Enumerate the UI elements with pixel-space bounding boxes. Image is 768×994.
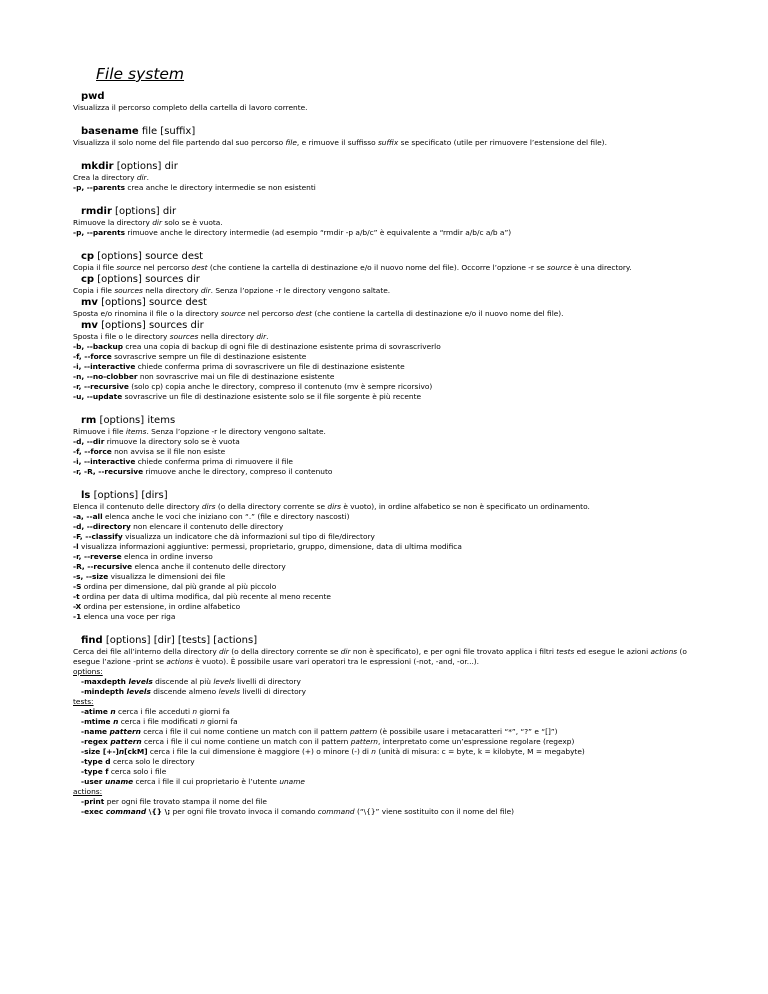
text-segment: n xyxy=(371,747,376,756)
text-segment: nel percorso xyxy=(141,263,192,272)
text-segment: elenca anche le voci che iniziano con “.” (file e directory nascosti) xyxy=(102,512,350,521)
option-flag: -d, --dir xyxy=(73,437,105,446)
option-flag: levels xyxy=(126,687,151,696)
command-name: ls xyxy=(81,490,91,501)
text-segment: (o della directory corrente se xyxy=(228,647,341,656)
command-section xyxy=(73,489,713,622)
description-line xyxy=(73,542,713,552)
description-line xyxy=(73,392,713,402)
text-segment: è una directory. xyxy=(571,263,632,272)
text-segment: . xyxy=(146,173,149,182)
text-segment: . Senza l’opzione -r le directory vengono saltate. xyxy=(210,286,391,295)
option-flag: -regex xyxy=(81,737,111,746)
command-name: pwd xyxy=(81,91,105,102)
option-flag: uname xyxy=(104,777,134,786)
text-segment: livelli di directory xyxy=(234,677,301,686)
text-segment: cerca i file il cui nome contiene un match con il pattern xyxy=(141,737,351,746)
description-line xyxy=(73,602,713,612)
text-segment: actions xyxy=(650,647,678,656)
description-line xyxy=(73,512,713,522)
option-flag: -exec xyxy=(81,807,106,816)
command-section xyxy=(73,90,713,113)
text-segment: command xyxy=(317,807,355,816)
option-flag: -maxdepth xyxy=(81,677,129,686)
description-line xyxy=(73,747,713,757)
text-segment: è vuoto), in ordine alfabetico se non è specificato un ordinamento. xyxy=(341,502,590,511)
description-line xyxy=(73,342,713,352)
text-segment: file xyxy=(285,138,297,147)
command-args: [options] dir xyxy=(111,206,177,217)
text-segment: uname xyxy=(279,777,305,786)
text-segment: dirs xyxy=(201,502,216,511)
text-segment: rimuove anche le directory, compreso il contenuto xyxy=(143,467,333,476)
command-args: [options] sources dir xyxy=(94,274,200,285)
option-flag: -name xyxy=(81,727,110,736)
description-line xyxy=(73,502,713,512)
description-line xyxy=(73,183,713,193)
text-segment: actions xyxy=(166,657,193,666)
text-segment: per ogni file trovato invoca il comando xyxy=(170,807,318,816)
option-flag: -n, --no-clobber xyxy=(73,372,138,381)
command-heading xyxy=(81,160,713,173)
description-line xyxy=(73,562,713,572)
command-sections xyxy=(73,90,713,817)
text-segment: non avvisa se il file non esiste xyxy=(111,447,226,456)
option-flag: -i, --interactive xyxy=(73,362,136,371)
option-flag: -1 xyxy=(73,612,82,621)
text-segment: (che contiene la cartella di destinazione e/o il nuovo nome del file). Occorre l’opzione -r se xyxy=(207,263,548,272)
text-segment: Copia il file xyxy=(73,263,117,272)
text-segment: Visualizza il solo nome del file partendo dal suo percorso xyxy=(73,138,286,147)
text-segment: dirs xyxy=(327,502,342,511)
text-segment: sources xyxy=(169,332,199,341)
option-flag: -print xyxy=(81,797,105,806)
text-segment: chiede conferma prima di rimuovere il file xyxy=(135,457,293,466)
text-segment: cerca i file modificati xyxy=(118,717,201,726)
text-segment: elenca anche il contenuto delle directory xyxy=(132,562,286,571)
command-args: [options] items xyxy=(96,415,176,426)
description-line xyxy=(73,437,713,447)
text-segment: rimuove la directory solo se è vuota xyxy=(104,437,240,446)
option-flag: n xyxy=(110,707,116,716)
description-line xyxy=(73,263,713,273)
command-name: mv xyxy=(81,297,98,308)
description-line xyxy=(73,228,713,238)
option-flag: -type f xyxy=(81,767,109,776)
description-line xyxy=(73,737,713,747)
command-section xyxy=(73,273,713,296)
text-segment: (unità di misura: c = byte, k = kilobyte, M = megabyte) xyxy=(375,747,585,756)
description-line xyxy=(73,218,713,228)
description-line xyxy=(73,552,713,562)
description-line xyxy=(73,173,713,183)
text-segment: , e rimuove il suffisso xyxy=(296,138,378,147)
command-args: [options] source dest xyxy=(94,251,204,262)
command-heading xyxy=(81,125,713,138)
description-line xyxy=(73,372,713,382)
text-segment: . Senza l’opzione -r le directory vengono saltate. xyxy=(146,427,326,436)
command-name: cp xyxy=(81,274,95,285)
command-args: [options] sources dir xyxy=(97,320,204,331)
text-segment: dest xyxy=(191,263,208,272)
text-segment: source xyxy=(547,263,572,272)
command-name: rmdir xyxy=(81,206,112,217)
text-segment: dir xyxy=(136,173,147,182)
text-segment: crea una copia di backup di ogni file di destinazione esistente prima di sovrascriverlo xyxy=(123,342,441,351)
text-segment: sources xyxy=(114,286,143,295)
text-segment: pattern xyxy=(350,737,378,746)
text-segment: ordina per dimensione, dal più grande al più piccolo xyxy=(81,582,277,591)
command-section xyxy=(73,205,713,238)
text-segment: solo se è vuota. xyxy=(162,218,223,227)
option-flag: n xyxy=(118,747,125,756)
description-line xyxy=(73,382,713,392)
option-flag: -f, --force xyxy=(73,352,112,361)
description-line xyxy=(73,103,713,113)
option-flag: command xyxy=(105,807,147,816)
description-line xyxy=(73,667,713,677)
text-segment: nella directory xyxy=(142,286,201,295)
text-segment: visualizza informazioni aggiuntive: permessi, proprietario, gruppo, dimensione, data di ultima modifica xyxy=(78,542,462,551)
text-segment: Visualizza il percorso completo della cartella di lavoro corrente. xyxy=(73,103,308,112)
text-segment: levels xyxy=(218,687,240,696)
option-flag: -u, --update xyxy=(73,392,123,401)
option-flag: -s, --size xyxy=(73,572,109,581)
command-name: basename xyxy=(81,126,139,137)
description-line xyxy=(73,727,713,737)
group-label: actions: xyxy=(73,787,103,796)
text-segment: giorni fa xyxy=(204,717,238,726)
text-segment: ordina per estensione, in ordine alfabetico xyxy=(81,602,241,611)
document-page xyxy=(73,64,713,817)
option-flag: -r, -R, --recursive xyxy=(73,467,144,476)
option-flag: -r, --recursive xyxy=(73,382,129,391)
command-name: rm xyxy=(81,415,97,426)
text-segment: Cerca dei file all’interno della directory xyxy=(73,647,220,656)
text-segment: sovrascrive un file di destinazione esistente solo se il file sorgente è più recente xyxy=(122,392,422,401)
text-segment: (o della directory corrente se xyxy=(215,502,328,511)
command-section xyxy=(73,414,713,477)
text-segment: crea anche le directory intermedie se non esistenti xyxy=(125,183,316,192)
text-segment: nel percorso xyxy=(245,309,296,318)
command-args: [options] [dir] [tests] [actions] xyxy=(102,635,258,646)
command-section xyxy=(73,250,713,273)
command-heading xyxy=(81,273,713,286)
text-segment: Copia i file xyxy=(73,286,115,295)
text-segment: per ogni file trovato stampa il nome del file xyxy=(104,797,267,806)
text-segment: ordina per data di ultima modifica, dal più recente al meno recente xyxy=(79,592,331,601)
text-segment: rimuove anche le directory intermedie (ad esempio “rmdir -p a/b/c” è equivalente a “rmdir a/b/c a/b a”) xyxy=(125,228,512,237)
text-segment: (solo cp) copia anche le directory, compreso il contenuto (mv è sempre ricorsivo) xyxy=(128,382,433,391)
text-segment: n xyxy=(192,707,198,716)
text-segment: items xyxy=(125,427,147,436)
text-segment: dir xyxy=(219,647,229,656)
command-name: find xyxy=(81,635,103,646)
text-segment: non è specificato), e per ogni file trovato applica i filtri xyxy=(350,647,557,656)
text-segment: cerca i file il cui nome contiene un match con il pattern xyxy=(140,727,350,736)
command-section xyxy=(73,296,713,319)
option-flag: -R, --recursive xyxy=(73,562,133,571)
option-flag: pattern xyxy=(110,737,142,746)
group-label: tests: xyxy=(73,697,94,706)
description-line xyxy=(73,572,713,582)
description-line xyxy=(73,457,713,467)
description-line xyxy=(73,467,713,477)
text-segment: discende almeno xyxy=(150,687,219,696)
command-heading xyxy=(81,489,713,502)
option-flag: -p, --parents xyxy=(73,183,126,192)
text-segment: tests xyxy=(556,647,575,656)
text-segment: n xyxy=(200,717,205,726)
text-segment: chiede conferma prima di sovrascrivere un file di destinazione esistente xyxy=(135,362,405,371)
text-segment: source xyxy=(220,309,246,318)
text-segment: dest xyxy=(296,309,312,318)
text-segment: dir xyxy=(340,647,351,656)
description-line xyxy=(73,697,713,707)
description-line xyxy=(73,647,713,667)
command-name: mv xyxy=(81,320,98,331)
command-args: [options] source dest xyxy=(97,297,207,308)
option-flag: -a, --all xyxy=(73,512,103,521)
text-segment: (che contiene la cartella di destinazione e/o il nuovo nome del file). xyxy=(312,309,564,318)
description-line xyxy=(73,286,713,296)
description-line xyxy=(73,687,713,697)
text-segment: Sposta e/o rinomina il file o la directory xyxy=(73,309,221,318)
description-line xyxy=(73,427,713,437)
option-flag: -S xyxy=(73,582,82,591)
command-section xyxy=(73,319,713,402)
description-line xyxy=(73,138,713,148)
text-segment: Crea la directory xyxy=(73,173,137,182)
text-segment: Sposta i file o le directory xyxy=(73,332,170,341)
command-heading xyxy=(81,90,713,103)
option-flag: pattern xyxy=(109,727,141,736)
description-line xyxy=(73,532,713,542)
command-heading xyxy=(81,250,713,263)
description-line xyxy=(73,757,713,767)
command-heading xyxy=(81,414,713,427)
description-line xyxy=(73,797,713,807)
text-segment: , interpretato come un’espressione regolare (regexp) xyxy=(378,737,575,746)
text-segment: dir xyxy=(152,218,163,227)
command-heading xyxy=(81,296,713,309)
text-segment: (è possibile usare i metacaratteri “*”, “?” e “[]”) xyxy=(377,727,558,736)
text-segment: Rimuove la directory xyxy=(73,218,153,227)
option-flag: -user xyxy=(81,777,105,786)
text-segment: pattern xyxy=(349,727,378,736)
text-segment: levels xyxy=(213,677,235,686)
description-line xyxy=(73,352,713,362)
description-line xyxy=(73,582,713,592)
option-flag: -type d xyxy=(81,757,111,766)
text-segment: Elenca il contenuto delle directory xyxy=(73,502,202,511)
text-segment: è vuoto). È possibile usare vari operatori tra le espressioni (-not, -and, -or...). xyxy=(192,657,480,666)
option-flag: -p, --parents xyxy=(73,228,126,237)
option-flag: -l xyxy=(73,542,79,551)
text-segment: nella directory xyxy=(198,332,257,341)
option-flag: n xyxy=(113,717,119,726)
description-line xyxy=(73,707,713,717)
option-flag: -size [+-] xyxy=(81,747,119,756)
command-heading xyxy=(81,319,713,332)
text-segment: non sovrascrive mai un file di destinazione esistente xyxy=(137,372,335,381)
option-flag: levels xyxy=(128,677,153,686)
text-segment: sovrascrive sempre un file di destinazione esistente xyxy=(111,352,307,361)
text-segment: cerca i file il cui proprietario è l’utente xyxy=(133,777,280,786)
option-flag: -r, --reverse xyxy=(73,552,122,561)
text-segment: livelli di directory xyxy=(240,687,307,696)
description-line xyxy=(73,787,713,797)
command-name: mkdir xyxy=(81,161,114,172)
text-segment: discende al più xyxy=(152,677,214,686)
description-line xyxy=(73,612,713,622)
option-flag: -atime xyxy=(81,707,111,716)
text-segment: cerca i file la cui dimensione è maggiore (+) o minore (-) di xyxy=(147,747,372,756)
text-segment: visualizza un indicatore che dà informazioni sul tipo di file/directory xyxy=(122,532,375,541)
description-line xyxy=(73,362,713,372)
text-segment: cerca i file acceduti xyxy=(115,707,193,716)
command-args: file [suffix] xyxy=(138,126,196,137)
option-flag: -i, --interactive xyxy=(73,457,136,466)
description-line xyxy=(73,522,713,532)
page-title: File system xyxy=(96,65,185,83)
description-line xyxy=(73,592,713,602)
option-flag: -X xyxy=(73,602,82,611)
text-segment: Rimuove i file xyxy=(73,427,126,436)
text-segment: (“\{}” viene sostituito con il nome del file) xyxy=(354,807,515,816)
description-line xyxy=(73,767,713,777)
option-flag: \{} \; xyxy=(146,807,171,816)
group-label: options: xyxy=(73,667,103,676)
option-flag: -F, --classify xyxy=(73,532,123,541)
description-line xyxy=(73,807,713,817)
description-line xyxy=(73,777,713,787)
option-flag: -f, --force xyxy=(73,447,112,456)
description-line xyxy=(73,447,713,457)
description-line xyxy=(73,332,713,342)
text-segment: dir xyxy=(256,332,267,341)
option-flag: -d, --directory xyxy=(73,522,131,531)
description-line xyxy=(73,717,713,727)
text-segment: elenca una voce per riga xyxy=(81,612,176,621)
option-flag: -mindepth xyxy=(81,687,127,696)
text-segment: elenca in ordine inverso xyxy=(121,552,213,561)
command-args: [options] [dirs] xyxy=(90,490,168,501)
text-segment: ed esegue le azioni xyxy=(574,647,651,656)
description-line xyxy=(73,677,713,687)
option-flag: -t xyxy=(73,592,80,601)
option-flag: -mtime xyxy=(81,717,114,726)
text-segment: cerca solo le directory xyxy=(110,757,195,766)
text-segment: . xyxy=(266,332,269,341)
command-heading xyxy=(81,634,713,647)
text-segment: cerca solo i file xyxy=(108,767,167,776)
text-segment: giorni fa xyxy=(197,707,230,716)
option-flag: -b, --backup xyxy=(73,342,123,351)
text-segment: non elencare il contenuto delle directory xyxy=(130,522,284,531)
text-segment: se specificato (utile per rimuovere l’estensione del file). xyxy=(398,138,607,147)
text-segment: visualizza le dimensioni dei file xyxy=(108,572,226,581)
text-segment: suffix xyxy=(377,138,399,147)
text-segment: (o esegue l’azione -print se xyxy=(73,647,687,666)
option-flag: [ckM] xyxy=(124,747,148,756)
text-segment: dir xyxy=(200,286,211,295)
command-section xyxy=(73,160,713,193)
command-heading xyxy=(81,205,713,218)
command-section xyxy=(73,125,713,148)
command-section xyxy=(73,634,713,817)
text-segment: source xyxy=(116,263,142,272)
command-args: [options] dir xyxy=(113,161,178,172)
description-line xyxy=(73,309,713,319)
command-name: cp xyxy=(81,251,95,262)
